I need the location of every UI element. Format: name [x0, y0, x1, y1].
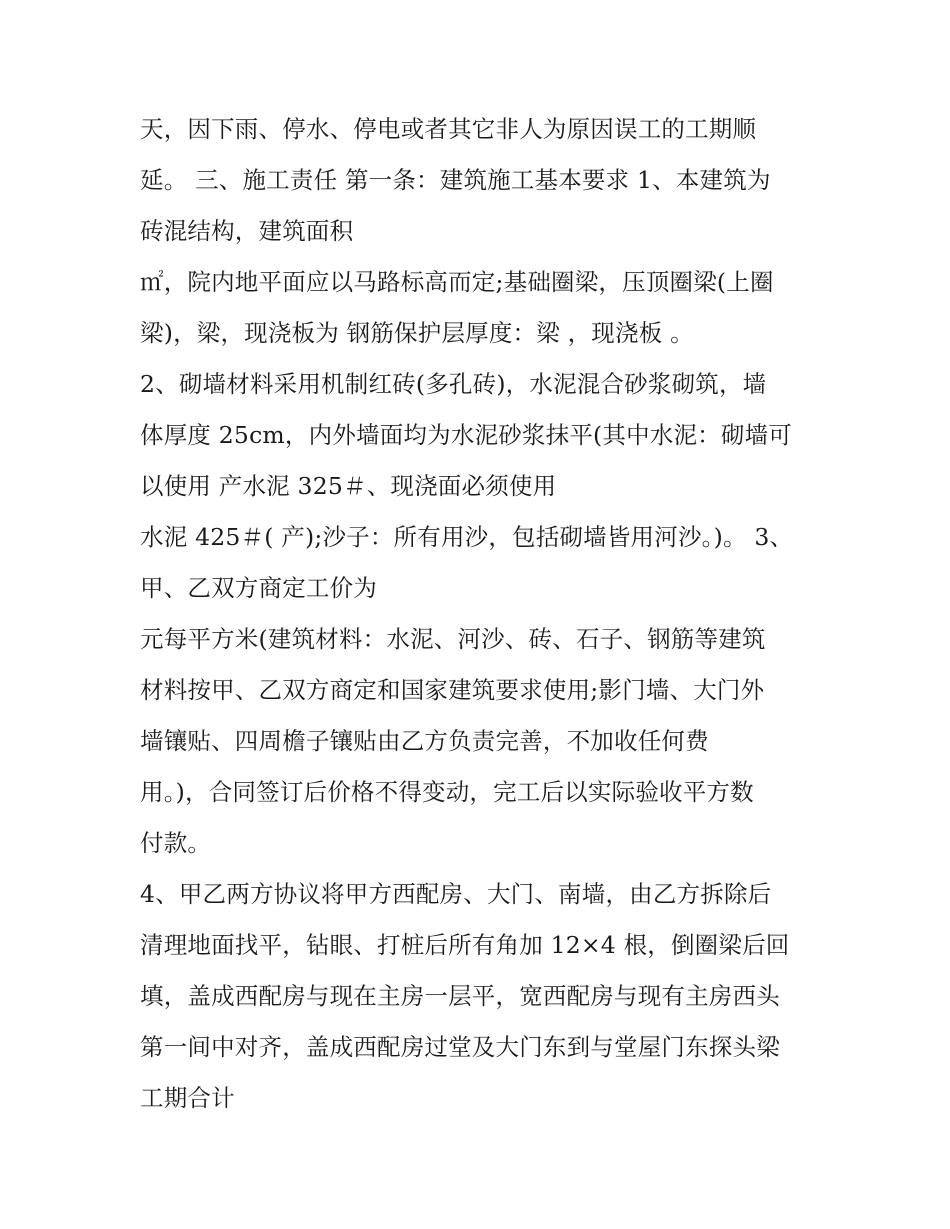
text-line: 付款。	[140, 829, 212, 857]
text-line: 水泥 425＃( 产);沙子：所有用沙，包括砌墙皆用河沙。)。 3、	[140, 523, 794, 551]
text-line: 4、甲乙两方协议将甲方西配房、大门、南墙，由乙方拆除后	[140, 880, 772, 908]
text-line: 2、砌墙材料采用机制红砖(多孔砖)，水泥混合砂浆砌筑，墙	[140, 370, 767, 398]
text-line: 清理地面找平，钻眼、打桩后所有角加 12×4 根，倒圈梁后回	[140, 931, 790, 959]
text-line: 甲、乙双方商定工价为	[140, 574, 377, 602]
text-line: 墙镶贴、四周檐子镶贴由乙方负责完善，不加收任何费	[140, 727, 709, 755]
text-line: 梁)，梁，现浇板为 钢筋保护层厚度：梁 ，现浇板 。	[140, 319, 694, 347]
text-line: 体厚度 25cm，内外墙面均为水泥砂浆抹平(其中水泥：砌墙可	[140, 421, 792, 449]
text-line: 天，因下雨、停水、停电或者其它非人为原因误工的工期顺	[140, 115, 757, 143]
text-line: 第一间中对齐，盖成西配房过堂及大门东到与堂屋门东探头梁	[140, 1033, 780, 1061]
text-line: 砖混结构，建筑面积	[140, 217, 354, 245]
text-line: 用。)，合同签订后价格不得变动，完工后以实际验收平方数	[140, 778, 754, 806]
contract-body-text	[140, 104, 840, 1124]
text-line: 填，盖成西配房与现在主房一层平，宽西配房与现有主房西头	[140, 982, 780, 1010]
text-line: ㎡，院内地平面应以马路标高而定;基础圈梁，压顶圈梁(上圈	[140, 268, 774, 296]
text-line: 元每平方米(建筑材料：水泥、河沙、砖、石子、钢筋等建筑	[140, 625, 766, 653]
text-line: 以使用 产水泥 325＃、现浇面必须使用	[140, 472, 557, 500]
text-line: 材料按甲、乙双方商定和国家建筑要求使用;影门墙、大门外	[140, 676, 765, 704]
text-line: 延。 三、施工责任 第一条：建筑施工基本要求 1、本建筑为	[140, 166, 771, 194]
text-line: 工期合计	[140, 1084, 235, 1112]
